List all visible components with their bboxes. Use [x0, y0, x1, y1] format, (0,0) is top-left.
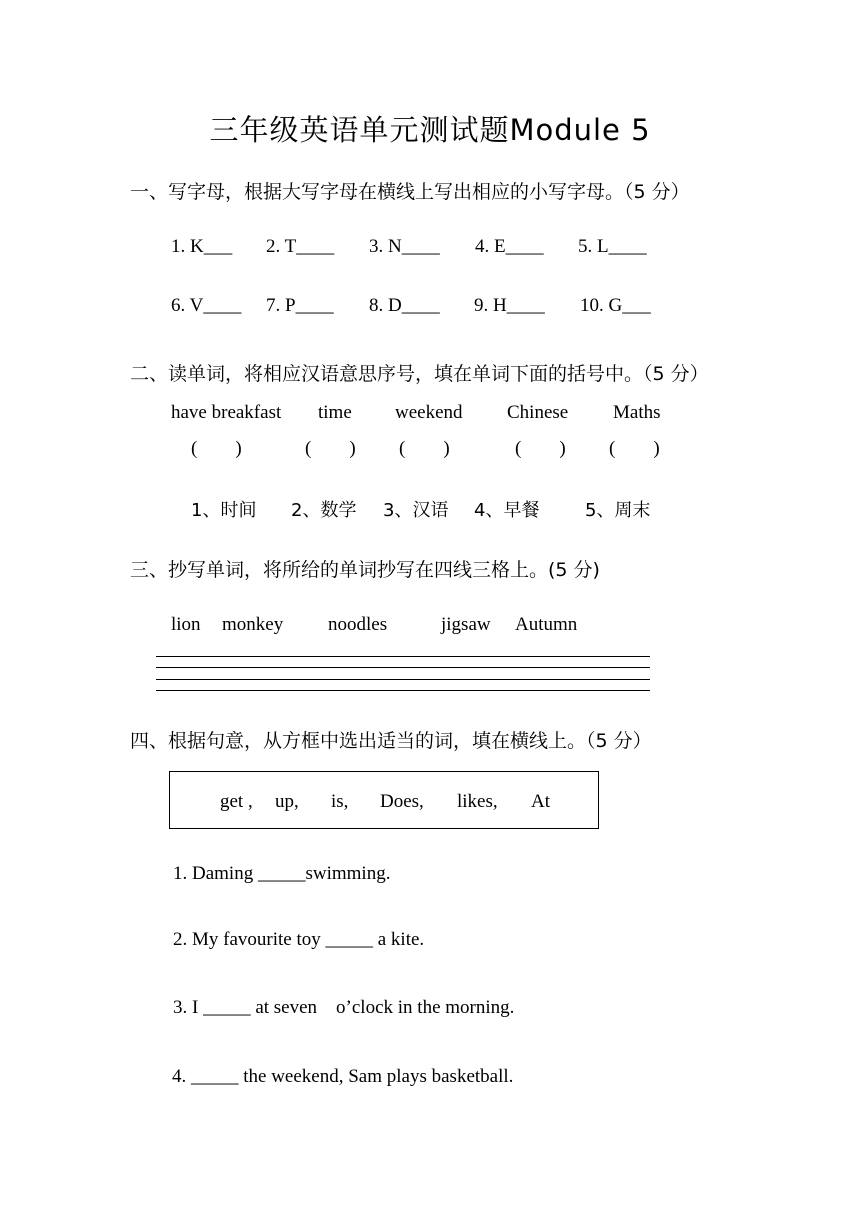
- copy-word: noodles: [328, 614, 388, 635]
- word-bank-option: up,: [275, 791, 299, 812]
- copy-word: lion: [171, 614, 201, 635]
- letter-item: 8. D____: [369, 295, 440, 316]
- letter-item: 6. V____: [171, 295, 242, 316]
- copy-word: Autumn: [515, 614, 578, 635]
- fill-sentence: 2. My favourite toy _____ a kite.: [173, 929, 425, 950]
- word-bank-option: At: [531, 791, 550, 812]
- copy-word: jigsaw: [441, 614, 491, 635]
- letter-item: 9. H____: [474, 295, 545, 316]
- meaning-item: 2、数学: [291, 500, 357, 521]
- section-3-heading: 三、抄写单词，将所给的单词抄写在四线三格上。(5 分): [130, 559, 600, 581]
- answer-bracket: ( ): [515, 438, 566, 459]
- grid-line: [156, 690, 650, 691]
- word-bank-option: is,: [331, 791, 349, 812]
- vocab-word: Maths: [613, 402, 661, 423]
- section-4-heading: 四、根据句意，从方框中选出适当的词，填在横线上。（5 分）: [130, 730, 652, 752]
- grid-line: [156, 679, 650, 680]
- letter-item: 2. T____: [266, 236, 335, 257]
- vocab-word: have breakfast: [171, 402, 282, 423]
- vocab-word: time: [318, 402, 352, 423]
- page-title: 三年级英语单元测试题Module 5: [209, 113, 651, 147]
- fill-sentence: 1. Daming _____swimming.: [173, 863, 391, 884]
- letter-item: 10. G___: [580, 295, 651, 316]
- word-bank-option: likes,: [457, 791, 498, 812]
- section-2-heading: 二、读单词，将相应汉语意思序号，填在单词下面的括号中。（5 分）: [130, 363, 709, 385]
- meaning-item: 1、时间: [191, 500, 257, 521]
- word-bank-option: Does,: [380, 791, 424, 812]
- letter-item: 7. P____: [266, 295, 334, 316]
- meaning-item: 4、早餐: [474, 500, 540, 521]
- grid-line: [156, 667, 650, 668]
- meaning-item: 3、汉语: [383, 500, 449, 521]
- answer-bracket: ( ): [305, 438, 356, 459]
- vocab-word: Chinese: [507, 402, 569, 423]
- answer-bracket: ( ): [609, 438, 660, 459]
- section-1-heading: 一、写字母，根据大写字母在横线上写出相应的小写字母。（5 分）: [130, 181, 690, 203]
- letter-item: 3. N____: [369, 236, 440, 257]
- vocab-word: weekend: [395, 402, 463, 423]
- letter-item: 4. E____: [475, 236, 544, 257]
- letter-item: 5. L____: [578, 236, 647, 257]
- letter-item: 1. K___: [171, 236, 233, 257]
- fill-sentence: 3. I _____ at seven o’clock in the morning.: [173, 997, 515, 1018]
- answer-bracket: ( ): [191, 438, 242, 459]
- grid-line: [156, 656, 650, 657]
- meaning-item: 5、周末: [585, 500, 651, 521]
- word-bank-option: get ,: [220, 791, 253, 812]
- answer-bracket: ( ): [399, 438, 450, 459]
- fill-sentence: 4. _____ the weekend, Sam plays basketball.: [172, 1066, 514, 1087]
- copy-word: monkey: [222, 614, 284, 635]
